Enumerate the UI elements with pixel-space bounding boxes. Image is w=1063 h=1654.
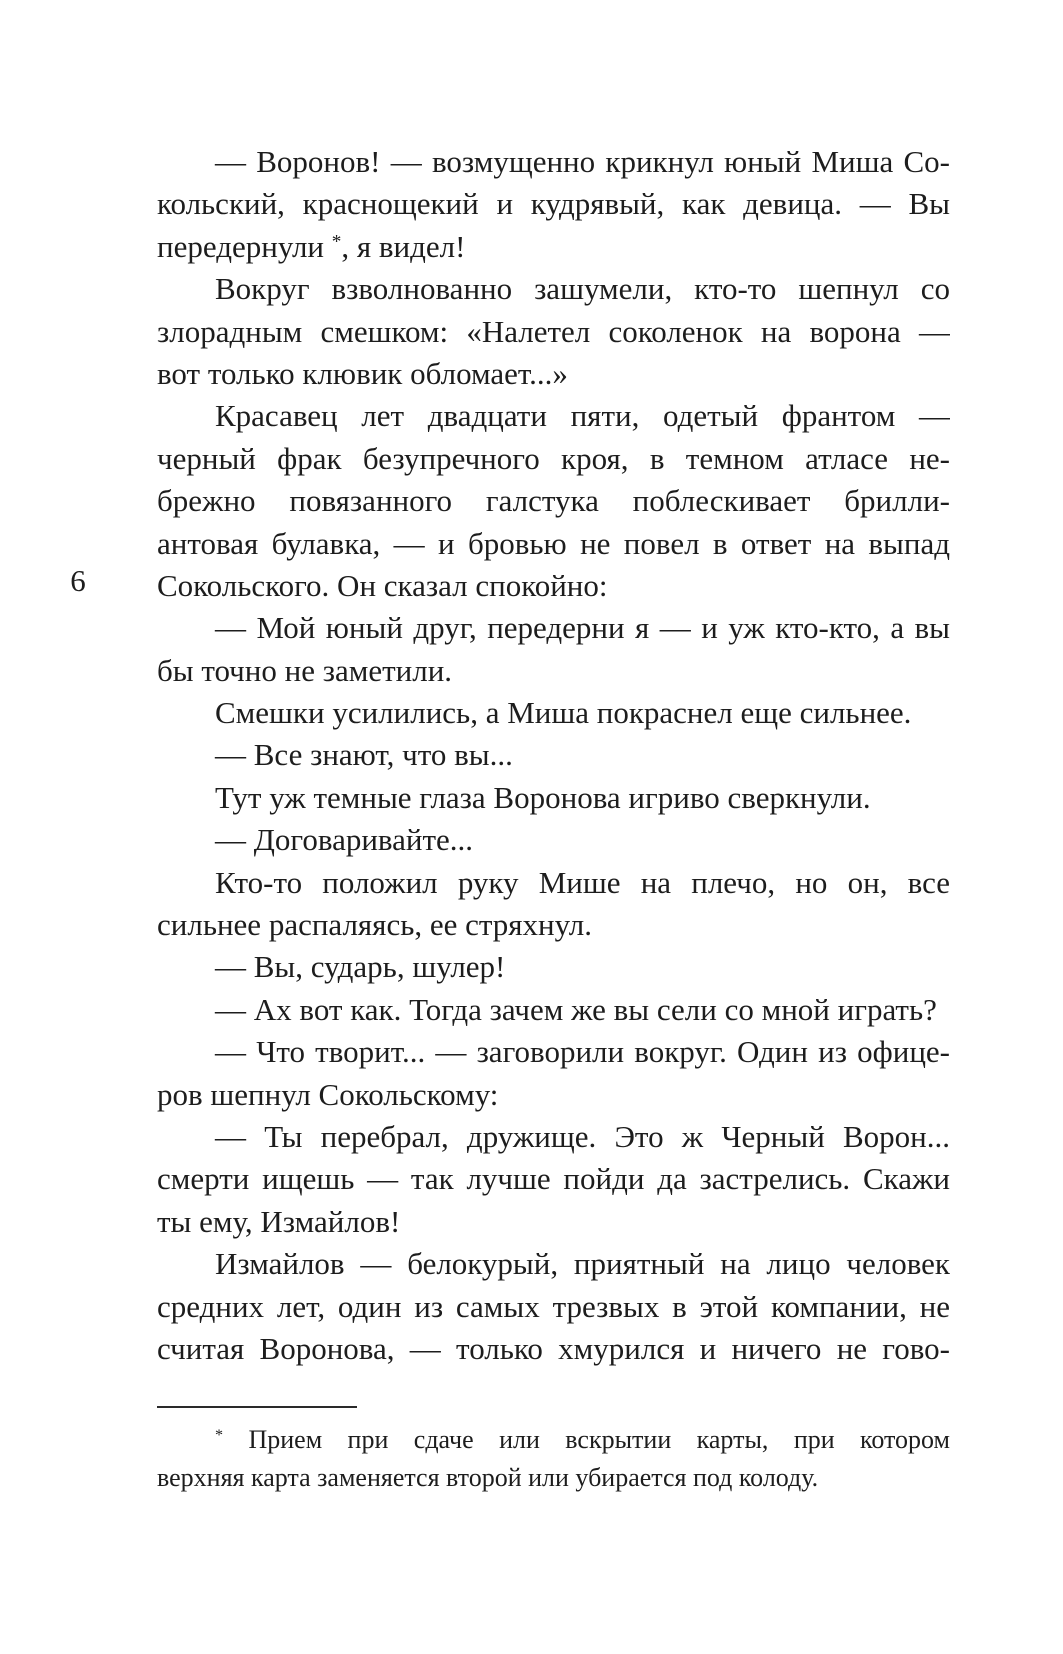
- text-line: Вокруг взволнованно зашумели, кто-то шепнул со: [215, 271, 950, 307]
- text-line: верхняя карта заменяется второй или убирается под колоду.: [157, 1462, 819, 1492]
- text-line: — Воронов! — возмущенно крикнул юный Миша Со-: [215, 144, 950, 179]
- text-line: — Мой юный друг, передерни я — и уж кто-кто, а вы: [215, 610, 950, 646]
- text-line: черный фрак безупречного кроя, в темном атласе не-: [157, 440, 950, 476]
- text-line: Красавец лет двадцати пяти, одетый франтом —: [215, 398, 950, 434]
- text-line: вот только клювик обломает...»: [157, 355, 568, 391]
- text-line: Измайлов — белокурый, приятный на лицо человек: [215, 1246, 950, 1282]
- footnote-divider: [157, 1406, 357, 1408]
- text-line: кольский, краснощекий и кудрявый, как девица. — Вы: [157, 186, 950, 222]
- footnote-marker: *: [331, 231, 342, 253]
- text-line: — Что творит... — заговорили вокруг. Один из офице-: [215, 1034, 950, 1070]
- text-line: передернули *, я видел!: [157, 228, 466, 264]
- body-text: [157, 141, 950, 1370]
- text-line: смерти ищешь — так лучше пойди да застрелись. Скажи: [157, 1161, 950, 1197]
- text-line: — Вы, сударь, шулер!: [215, 949, 506, 985]
- text-line: — Ах вот как. Тогда зачем же вы сели со мной играть?: [215, 991, 937, 1027]
- text-line: сильнее распаляясь, ее стряхнул.: [157, 907, 592, 943]
- text-line: — Договаривайте...: [215, 822, 474, 858]
- text-line: Сокольского. Он сказал спокойно:: [157, 567, 608, 603]
- page-number: 6: [70, 563, 86, 598]
- footnote: [157, 1421, 950, 1496]
- text-line: Смешки усилились, а Миша покраснел еще сильнее.: [215, 695, 912, 731]
- text-line: средних лет, один из самых трезвых в этой компании, не: [157, 1288, 950, 1324]
- text-line: ров шепнул Сокольскому:: [157, 1076, 499, 1112]
- text-line: антовая булавка, — и бровью не повел в ответ на выпад: [157, 525, 950, 561]
- text-line: — Ты перебрал, дружище. Это ж Черный Ворон...: [215, 1118, 950, 1154]
- text-line: брежно повязанного галстука поблескивает брилли-: [157, 483, 950, 519]
- text-line: * Прием при сдаче или вскрытии карты, при котором: [215, 1425, 950, 1454]
- text-line: Тут уж темные глаза Воронова игриво сверкнули.: [215, 779, 871, 815]
- text-line: Кто-то положил руку Мише на плечо, но он, все: [215, 864, 950, 900]
- footnote-marker: *: [215, 1426, 224, 1444]
- text-line: бы точно не заметили.: [157, 652, 453, 688]
- text-line: считая Воронова, — только хмурился и ничего не гово-: [157, 1330, 950, 1366]
- text-line: ты ему, Измайлов!: [157, 1203, 401, 1239]
- text-line: — Все знают, что вы...: [215, 737, 513, 773]
- text-line: злорадным смешком: «Налетел соколенок на ворона —: [157, 313, 950, 349]
